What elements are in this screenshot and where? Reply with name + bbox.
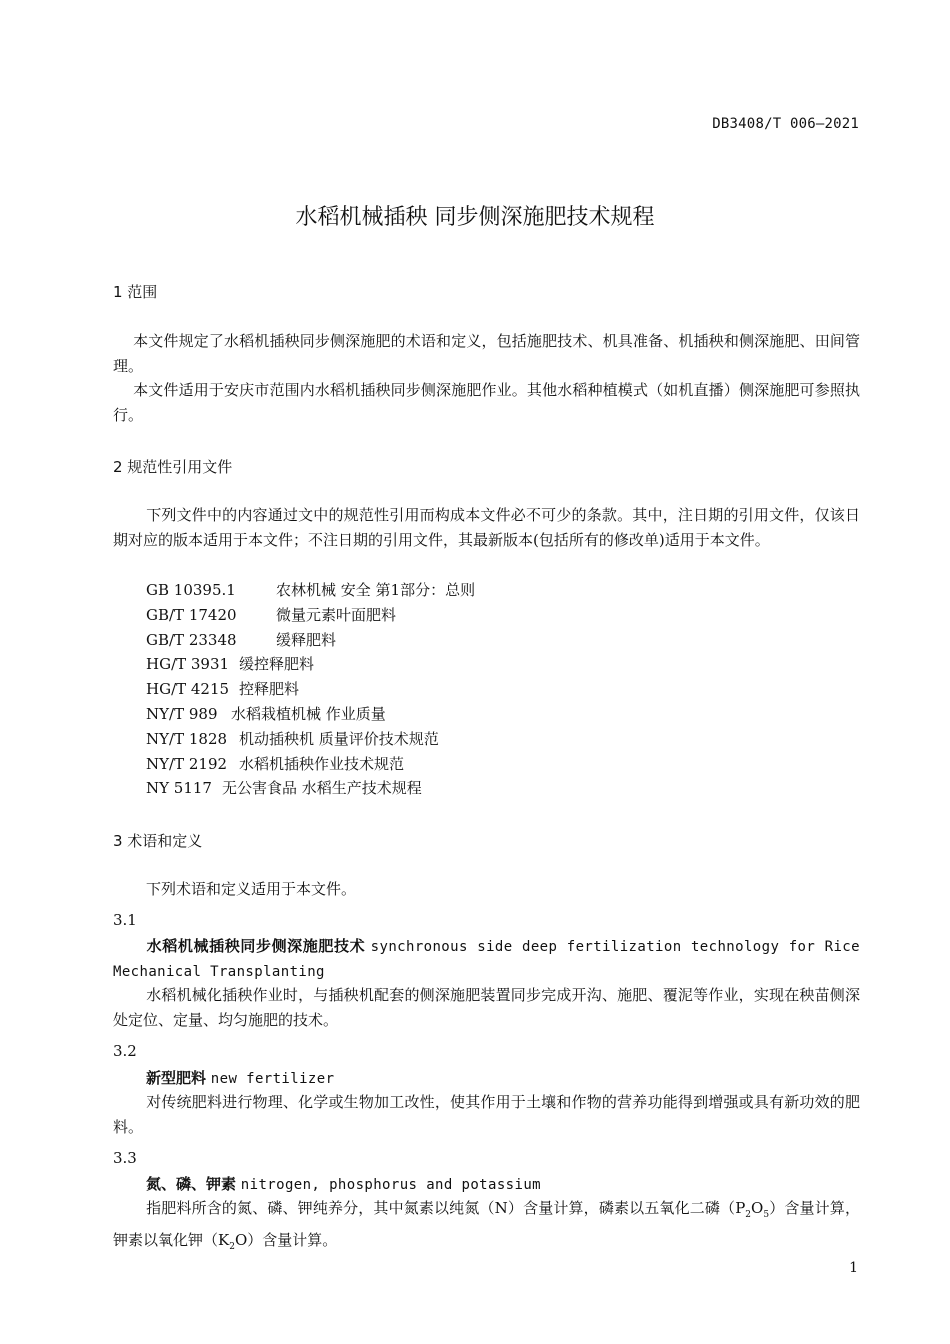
- reference-title: 缓释肥料: [276, 630, 337, 649]
- reference-code: GB/T 23348: [146, 630, 237, 649]
- reference-title: 农林机械 安全 第1部分：总则: [276, 581, 476, 599]
- reference-title: 控释肥料: [239, 680, 300, 699]
- reference-code: GB 10395.1: [146, 581, 236, 599]
- reference-title: 水稻栽植机械 作业质量: [231, 704, 386, 723]
- reference-title: 水稻机插秧作业技术规范: [239, 754, 405, 773]
- section-2-heading: 2 规范性引用文件: [113, 458, 233, 476]
- term-heading: [113, 1066, 860, 1091]
- reference-list: [146, 578, 475, 801]
- term-en: nitrogen, phosphorus and potassium: [240, 1177, 541, 1193]
- term-definition: [113, 1090, 860, 1139]
- p2o5-o: O: [751, 1199, 764, 1217]
- reference-item: [146, 578, 475, 603]
- reference-item: [146, 677, 475, 702]
- term-definition-text: 对传统肥料进行物理、化学或生物加工改性，使其作用于土壤和作物的营养功能得到增强或具有新功效的肥料。: [113, 1093, 860, 1136]
- reference-title: 缓控释肥料: [239, 655, 315, 674]
- term-number: 3.2: [113, 1042, 137, 1060]
- term-en: synchronous side deep fertilization technology for Rice Mechanical Transplanting: [113, 939, 860, 980]
- page-title: 水稻机械插秧 同步侧深施肥技术规程: [295, 205, 655, 230]
- term-definition-text: 水稻机械化插秧作业时，与插秧机配套的侧深施肥装置同步完成开沟、施肥、覆泥等作业，实现在秧苗侧深处定位、定量、均匀施肥的技术。: [113, 986, 860, 1029]
- reference-code: NY/T 1828: [146, 729, 228, 748]
- term-definition: [113, 1196, 860, 1259]
- reference-item: [146, 776, 475, 801]
- term-en: new fertilizer: [210, 1071, 335, 1087]
- section-3-heading: 3 术语和定义: [113, 832, 203, 850]
- reference-title: 机动插秧机 质量评价技术规范: [239, 729, 439, 748]
- reference-item: [146, 752, 475, 777]
- reference-item: [146, 727, 475, 752]
- reference-item: [146, 702, 475, 727]
- p2o5-subscript-2: 2: [745, 1210, 752, 1220]
- term-zh: 氮、磷、钾素: [146, 1175, 237, 1193]
- section-3-intro-text: 下列术语和定义适用于本文件。: [146, 880, 357, 898]
- term-definition-part-3: O）含量计算。: [234, 1230, 338, 1249]
- section-1-paragraph-1: [113, 329, 860, 378]
- term-definition-part-1: 指肥料所含的氮、磷、钾纯养分，其中氮素以纯氮（N）含量计算，磷素以五氧化二磷（P: [146, 1199, 746, 1217]
- section-2-intro-text: 下列文件中的内容通过文中的规范性引用而构成本文件必不可少的条款。其中，注日期的引用文件，仅该日期对应的版本适用于本文件；不注日期的引用文件，其最新版本(包括所有的修改单)适用于本文件。: [113, 506, 860, 549]
- reference-code: NY/T 989: [146, 704, 218, 723]
- reference-code: HG/T 4215: [146, 680, 230, 699]
- reference-item: [146, 652, 475, 677]
- reference-item: [146, 603, 475, 628]
- section-1-paragraph-2-text: 本文件适用于安庆市范围内水稻机插秧同步侧深施肥作业。其他水稻种植模式（如机直播）侧深施肥可参照执行。: [113, 381, 860, 424]
- page-number: 1: [849, 1260, 858, 1276]
- reference-item: [146, 628, 475, 653]
- section-1-paragraph-2: [113, 378, 860, 427]
- k2o-subscript-2: 2: [229, 1241, 235, 1252]
- section-1-paragraph-1-text: 本文件规定了水稻机插秧同步侧深施肥的术语和定义，包括施肥技术、机具准备、机插秧和侧深施肥、田间管理。: [113, 332, 860, 375]
- term-number: 3.1: [113, 911, 137, 929]
- term-heading: [113, 934, 860, 984]
- reference-code: NY/T 2192: [146, 754, 228, 773]
- section-2-intro: [113, 503, 860, 552]
- term-zh: 新型肥料: [146, 1069, 207, 1087]
- term-zh: 水稻机械插秧同步侧深施肥技术: [146, 937, 366, 955]
- term-number: 3.3: [113, 1149, 137, 1167]
- reference-code: NY 5117: [146, 779, 212, 798]
- document-code: DB3408/T 006—2021: [712, 116, 859, 132]
- reference-code: GB/T 17420: [146, 605, 237, 624]
- reference-title: 无公害食品 水稻生产技术规程: [222, 779, 422, 798]
- term-heading: [113, 1172, 860, 1197]
- p2o5-subscript-5: 5: [763, 1210, 770, 1220]
- reference-code: HG/T 3931: [146, 655, 230, 674]
- term-definition: [113, 983, 860, 1032]
- section-1-heading: 1 范围: [113, 283, 158, 301]
- term-definition-part-2: ）含量计算，钾素以氧化钾（K: [113, 1199, 860, 1249]
- section-3-intro: [113, 877, 860, 902]
- reference-title: 微量元素叶面肥料: [276, 605, 397, 624]
